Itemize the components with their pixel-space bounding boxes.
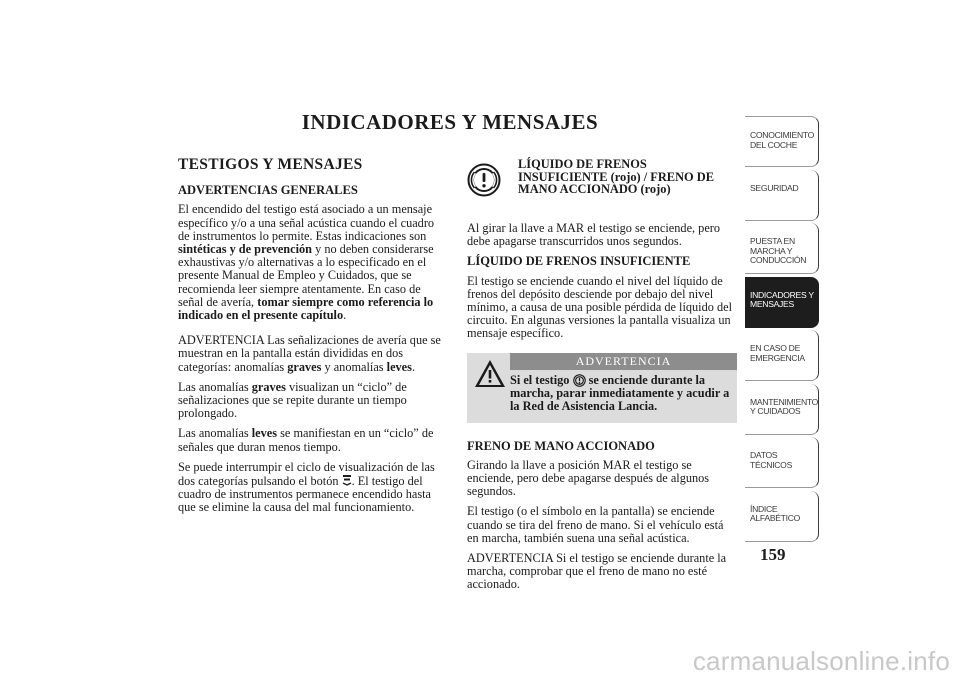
paragraph-brake-fluid: El testigo se enciende cuando el nivel del líquido de frenos del depósito desciende por debajo del nivel mínimo, a causa de una posible pérdida de líquido del circuito. En algunas versiones la pantalla visualiza un mensaje específico. (467, 273, 732, 341)
dashboard-control-icon (342, 474, 352, 486)
tab-indicadores-active[interactable]: INDICADORES Y MENSAJES (745, 277, 819, 328)
chapter-tabs (745, 116, 820, 544)
warning-box (467, 353, 737, 423)
brake-warning-header (467, 158, 737, 216)
tab-conocimiento[interactable]: CONOCIMIENTO DEL COCHE (745, 116, 819, 167)
paragraph-handbrake-key: Girando la llave a posición MAR el testigo se enciende, pero debe apagarse después de algunos segundos. (467, 457, 710, 499)
brake-warning-icon (467, 163, 501, 197)
paragraph-key-mar: Al girar la llave a MAR el testigo se enciende, pero debe apagarse transcurridos unos segundos. (467, 221, 721, 249)
section-heading: TESTIGOS Y MENSAJES (178, 156, 363, 173)
tab-datos-tecnicos[interactable]: DATOS TÉCNICOS (745, 437, 819, 488)
page-number: 159 (760, 545, 786, 564)
warning-box-text: Si el testigo se enciende durante la marcha, parar inmediatamente y acudir a la Red de Asistencia Lancia. (510, 372, 730, 413)
brake-warning-heading: LÍQUIDO DE FRENOS INSUFICIENTE (rojo) / FRENO DE MANO ACCIONADO (rojo) (518, 157, 714, 197)
paragraph-general-warnings: El encendido del testigo está asociado a un mensaje específico y/o a una señal acústica cuando el cuadro de instrumentos lo permite. Estas indicaciones son sintéticas y de prevención y no deben considerarse exhaustivas y/o alternativas a lo especificado en el presente Manual de Empleo y Cuidados, que se recomienda leer siempre atentamente. En caso de señal de avería, tomar siempre como referencia lo indicado en el presente capítulo. (178, 202, 435, 323)
warning-box-title: ADVERTENCIA (510, 353, 737, 370)
paragraph-serious-faults: Las anomalías graves visualizan un “ciclo” de señalizaciones que se repite durante un tiempo prolongado. (178, 379, 407, 421)
paragraph-categories: ADVERTENCIA Las señalizaciones de avería que se muestran en la pantalla están divididas en dos categorías: anomalías graves y anomalías leves. (178, 333, 441, 374)
tab-seguridad[interactable]: SEGURIDAD (745, 170, 819, 221)
warning-triangle-icon (474, 359, 506, 388)
tab-indice[interactable]: ÍNDICE ALFABÉTICO (745, 491, 819, 542)
paragraph-interrupt-cycle: Se puede interrumpir el ciclo de visualización de las dos categorías pulsando el botón . El testigo del cuadro de instrumentos permanece encendido hasta que se elimine la causa del mal funcionamiento. (178, 459, 435, 515)
tab-mantenimiento[interactable]: MANTENIMIENTO Y CUIDADOS (745, 384, 819, 435)
paragraph-handbrake-light: El testigo (o el símbolo en la pantalla) se enciende cuando se tira del freno de mano. Si el vehículo está en marcha, también suena una señal acústica. (467, 504, 724, 545)
subsection-heading: ADVERTENCIAS GENERALES (178, 183, 358, 198)
watermark: carmanualsonline.info (692, 646, 950, 676)
tab-puesta-en-marcha[interactable]: PUESTA EN MARCHA Y CONDUCCIÓN (745, 223, 819, 274)
paragraph-handbrake-warning: ADVERTENCIA Si el testigo se enciende durante la marcha, comprobar que el freno de mano no esté accionado. (467, 551, 727, 592)
tab-emergencia[interactable]: EN CASO DE EMERGENCIA (745, 330, 819, 381)
left-column (178, 158, 448, 522)
right-column (467, 158, 737, 599)
paragraph-minor-faults: Las anomalías leves se manifiestan en un “ciclo” de señales que duran menos tiempo. (178, 426, 434, 454)
subheading-brake-fluid: LÍQUIDO DE FRENOS INSUFICIENTE (467, 254, 691, 269)
subheading-handbrake: FRENO DE MANO ACCIONADO (467, 438, 655, 453)
page-title: INDICADORES Y MENSAJES (301, 110, 599, 134)
